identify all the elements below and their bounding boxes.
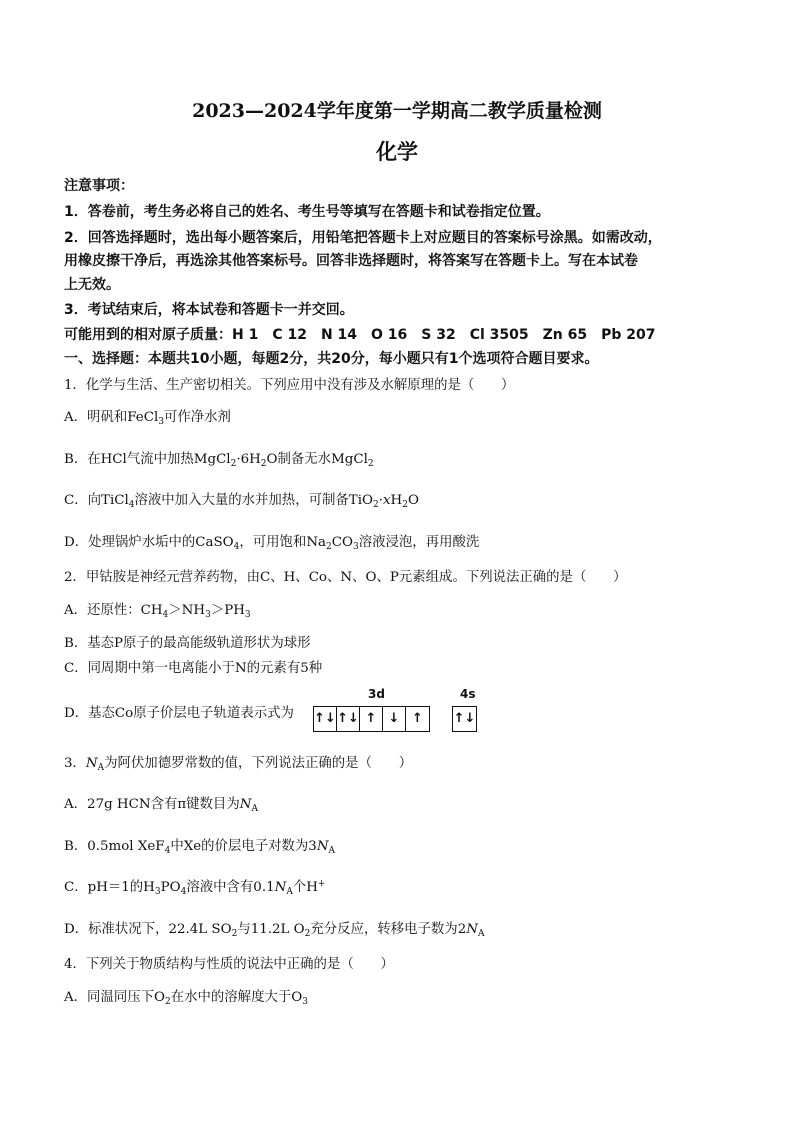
q3-option-a: A．27g HCN含有π键数目为$N_A$ [64,797,258,814]
notice-item-2: 2．回答选择题时，选出每小题答案后，用铅笔把答题卡上对应题目的答案标号涂黑。如需改动， [64,230,662,246]
notice-item-3: 3．考试结束后，将本试卷和答题卡一并交回。 [64,302,354,318]
q1-stem: 1．化学与生活、生产密切相关。下列应用中没有涉及水解原理的是（ ） [64,378,515,393]
q4-option-a: A．同温同压下$O_2$在水中的溶解度大于$O_3$ [64,990,308,1007]
q4-stem: 4．下列关于物质结构与性质的说法中正确的是（ ） [64,957,394,972]
q3-option-c: C．pH＝1的$H_3PO_4$溶液中含有$0.1N_A$个H+ [64,879,326,897]
q2-option-c: C．同周期中第一电离能小于N的元素有5种 [64,661,323,676]
orbital-3d-box [313,706,430,732]
q2-option-d: D．基态Co原子价层电子轨道表示式为 [64,706,294,721]
orbital-4s-cell: ↑↓ [453,711,476,726]
notice-item-2-cont: 用橡皮擦干净后，再选涂其他答案标号。回答非选择题时，将答案写在答题卡上。写在本试卷 [64,253,638,269]
orbital-label-3d: 3d [368,687,385,701]
notice-item-2-end: 上无效。 [64,277,120,293]
notice-item-1: 1．答卷前，考生务必将自己的姓名、考生号等填写在答题卡和试卷指定位置。 [64,204,550,220]
q3-option-b: B．0.5mol XeF$_4$中Xe的价层电子对数为$3N_A$ [64,839,336,856]
orbital-3d-cell: ↓ [383,707,406,731]
q2-option-a: A．还原性：$CH_4>NH_3>PH_3$ [64,603,251,620]
notice-heading: 注意事项： [64,178,134,194]
orbital-3d-cell: ↑ [412,711,423,726]
orbital-3d-cell: ↑↓ [314,707,337,731]
q2-stem: 2．甲钴胺是神经元营养药物，由C、H、Co、N、O、P元素组成。下列说法正确的是（ ） [64,570,627,585]
q1-option-b: B．在HCl气流中加热$MgCl_2\cdot 6H_2O$制备无水MgCl$_2$ [64,452,374,469]
q1-option-d: D．处理锅炉水垢中的CaSO$_4$，可用饱和$Na_2CO_3$溶液浸泡，再用酸洗 [64,535,480,552]
orbital-3d-cell: ↑ [360,707,383,731]
q1-option-c: C．向TiCl$_4$溶液中加入大量的水并加热，可制备$TiO_2\cdot xH_2O$ [64,493,419,510]
atomic-masses: 可能用到的相对原子质量：H 1 C 12 N 14 O 16 S 32 Cl 3505 Zn 65 Pb 207 [64,327,656,343]
orbital-diagram [313,687,493,733]
section-heading: 一、选择题：本题共10小题，每题2分，共20分，每小题只有1个选项符合题目要求。 [64,351,599,367]
orbital-label-4s: 4s [460,687,476,701]
q3-stem: 3．$N_A$为阿伏加德罗常数的值，下列说法正确的是（ ） [64,756,413,773]
q1-option-a: A．明矾和FeCl$_3$可作净水剂 [64,410,231,427]
q2-option-b: B．基态P原子的最高能级轨道形状为球形 [64,636,311,651]
orbital-3d-cell: ↑↓ [337,707,360,731]
orbital-4s-box [452,706,477,732]
q3-option-d: D．标准状况下，22.4L $SO_2$与11.2L $O_2$充分反应，转移电子数为$2N_A$ [64,922,485,939]
subject-title: 化学 [376,139,418,164]
exam-title: 2023—2024学年度第一学期高二教学质量检测 [192,100,602,122]
